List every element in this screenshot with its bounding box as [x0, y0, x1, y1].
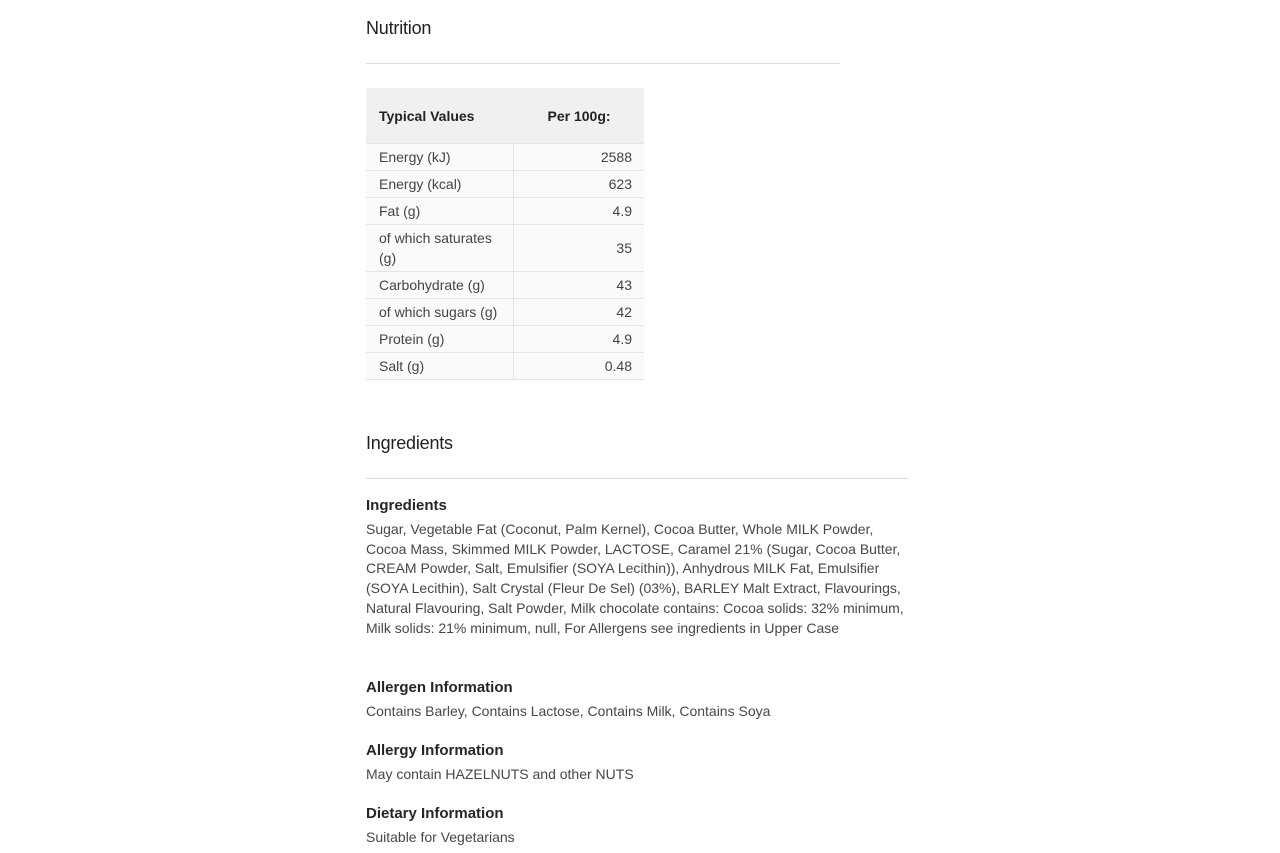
table-row: [366, 198, 644, 225]
allergen-label: Allergen Information: [366, 679, 513, 696]
nutrition-table: [366, 88, 644, 380]
table-row: [366, 353, 644, 380]
nutrient-value: 4.9: [514, 198, 645, 225]
table-row: [366, 299, 644, 326]
nutrient-name: Salt (g): [366, 353, 514, 380]
allergy-text: May contain HAZELNUTS and other NUTS: [366, 766, 634, 782]
nutrition-divider: [366, 63, 840, 64]
ingredients-heading: Ingredients: [366, 433, 453, 453]
nutrient-value: 4.9: [514, 326, 645, 353]
nutrient-name: Protein (g): [366, 326, 514, 353]
nutrient-value: 35: [514, 225, 645, 272]
nutrient-name: of which saturates (g): [366, 225, 514, 272]
dietary-section: [366, 805, 911, 848]
nutrition-header-typical-values: Typical Values: [366, 88, 514, 144]
ingredients-text: Sugar, Vegetable Fat (Coconut, Palm Kernel), Cocoa Butter, Whole MILK Powder, Cocoa Mass, Skimmed MILK Powder, LACTOSE, Caramel 21% (Sugar, Cocoa Butter, CREAM Powder, Salt, Emulsifier (SOYA Lecithin)), Anhydrous MILK Fat, Emulsifier (SOYA Lecithin), Salt Crystal (Fleur De Sel) (03%), BARLEY Malt Extract, Flavourings, Natural Flavouring, Salt Powder, Milk chocolate contains: Cocoa solids: 32% minimum, Milk solids: 21% minimum, null, For Allergens see ingredients in Upper Case: [366, 521, 904, 636]
ingredients-section: [366, 497, 911, 638]
allergy-section: [366, 742, 911, 785]
nutrition-heading: Nutrition: [366, 18, 432, 38]
nutrient-name: Fat (g): [366, 198, 514, 225]
table-row: [366, 326, 644, 353]
nutrition-header-per-100g: Per 100g:: [514, 88, 645, 144]
allergen-section: [366, 679, 911, 722]
nutrient-name: Carbohydrate (g): [366, 272, 514, 299]
nutrition-table-header-row: [366, 88, 644, 144]
nutrient-value: 0.48: [514, 353, 645, 380]
ingredients-label: Ingredients: [366, 497, 447, 514]
ingredients-divider: [366, 478, 908, 479]
nutrient-name: of which sugars (g): [366, 299, 514, 326]
table-row: [366, 171, 644, 198]
table-row: [366, 225, 644, 272]
dietary-text: Suitable for Vegetarians: [366, 829, 515, 845]
allergen-text: Contains Barley, Contains Lactose, Contains Milk, Contains Soya: [366, 703, 771, 719]
table-row: [366, 272, 644, 299]
dietary-label: Dietary Information: [366, 805, 504, 822]
allergy-label: Allergy Information: [366, 742, 504, 759]
table-row: [366, 144, 644, 171]
nutrient-name: Energy (kJ): [366, 144, 514, 171]
nutrient-value: 2588: [514, 144, 645, 171]
nutrient-value: 623: [514, 171, 645, 198]
nutrient-value: 42: [514, 299, 645, 326]
nutrient-value: 43: [514, 272, 645, 299]
nutrient-name: Energy (kcal): [366, 171, 514, 198]
